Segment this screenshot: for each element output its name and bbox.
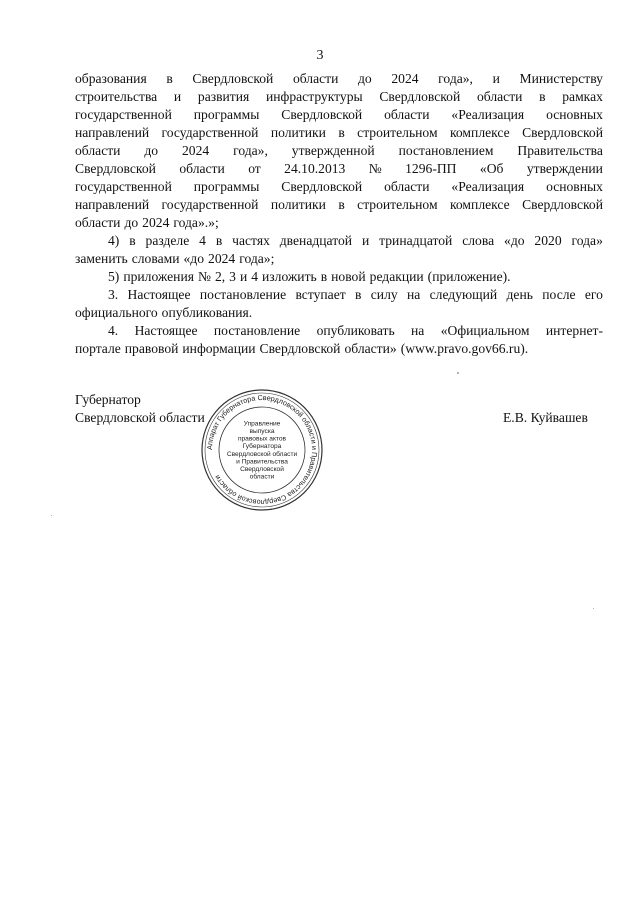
body-word: программы — [193, 107, 260, 122]
body-word: года», — [233, 143, 268, 158]
body-word: опубликовать — [316, 323, 395, 338]
body-word: Настоящее — [127, 287, 191, 302]
body-word: области — [384, 179, 430, 194]
seal-center-line: Губернатора — [242, 443, 282, 451]
seal-center-line: Свердловской области — [226, 450, 298, 458]
body-line — [75, 322, 603, 340]
body-word: Свердловской — [522, 125, 603, 140]
body-word: года»; — [239, 251, 275, 266]
body-word: в — [539, 89, 546, 104]
body-word: Правительства — [517, 143, 603, 158]
document-body — [75, 70, 603, 358]
body-word: образования — [75, 71, 147, 86]
body-word: в — [338, 197, 345, 212]
body-word: утверждении — [526, 161, 603, 176]
body-word: Свердловской — [281, 107, 363, 122]
body-word: приложения — [123, 269, 194, 284]
page-number: 3 — [316, 48, 324, 63]
body-word: постановление — [213, 323, 301, 338]
body-word: Свердловской — [259, 341, 341, 356]
body-word: (приложение). — [427, 269, 511, 284]
body-word: заменить — [75, 251, 128, 266]
body-line — [75, 286, 603, 304]
body-word: 1296-ПП — [405, 161, 457, 176]
body-word: утвержденной — [291, 143, 375, 158]
body-word: новой — [331, 269, 366, 284]
body-word: Настоящее — [134, 323, 198, 338]
body-line — [75, 160, 603, 178]
body-word: рамках — [562, 89, 603, 104]
body-word: и — [492, 71, 500, 86]
body-line — [75, 124, 603, 142]
body-word: комплексе — [449, 197, 510, 212]
body-word: следующий — [429, 287, 498, 302]
body-word: на — [411, 323, 425, 338]
body-word: Свердловской — [379, 89, 461, 104]
body-word: и — [239, 269, 248, 284]
body-line — [75, 142, 603, 160]
body-word: вступает — [295, 287, 346, 302]
body-word: и — [361, 233, 370, 248]
signature-title-line2: Свердловской области — [75, 410, 205, 425]
body-word: направлений — [75, 197, 150, 212]
body-word: «Реализация — [451, 179, 525, 194]
body-word: 4. — [108, 323, 119, 338]
body-word: 4 — [251, 269, 259, 284]
body-word: 5) — [108, 269, 120, 284]
body-word: официального — [75, 305, 158, 320]
body-word: до — [124, 215, 139, 230]
body-word: изложить — [262, 269, 317, 284]
body-line — [75, 214, 603, 232]
body-line — [75, 232, 603, 250]
body-word: политики — [270, 125, 326, 140]
body-word: слова — [462, 233, 495, 248]
body-word: 4 — [199, 233, 206, 248]
seal-center-line: Свердловской — [240, 466, 284, 473]
body-word: № — [368, 161, 382, 176]
body-word: строительном — [357, 125, 438, 140]
body-word: в — [338, 125, 345, 140]
body-word: портале — [75, 341, 121, 356]
body-word: 4) — [108, 233, 120, 248]
body-word: в — [215, 233, 223, 248]
body-line — [75, 196, 603, 214]
seal-center-text — [227, 420, 298, 480]
signature-title — [75, 391, 205, 427]
body-word: 2024 — [142, 215, 170, 230]
body-word: тринадцатой — [379, 233, 453, 248]
body-word: словами — [131, 251, 180, 266]
body-word: «Реализация — [451, 107, 525, 122]
body-word: 3. — [108, 287, 119, 302]
body-word: инфраструктуры — [265, 89, 363, 104]
body-word: в — [355, 287, 362, 302]
body-word: строительства — [75, 89, 158, 104]
body-word: 2024 — [181, 143, 210, 158]
body-word: 2, — [214, 269, 226, 284]
body-word: строительном — [357, 197, 438, 212]
body-word: комплексе — [449, 125, 510, 140]
scan-speck — [593, 608, 594, 609]
body-word: государственной — [75, 179, 172, 194]
signature-title-line1: Губернатор — [75, 392, 141, 407]
body-word: от — [248, 161, 261, 176]
seal-center-line: области — [249, 473, 275, 481]
body-line — [75, 70, 603, 88]
body-word: года» — [571, 233, 603, 248]
body-word: области — [75, 215, 121, 230]
body-word: основных — [546, 107, 603, 122]
body-line — [75, 268, 603, 286]
body-word: основных — [546, 179, 603, 194]
body-word: (www.pravo.gov66.ru). — [400, 341, 529, 356]
body-word: Свердловской — [75, 161, 156, 176]
body-word: двенадцатой — [279, 233, 353, 248]
body-word: в — [129, 233, 136, 248]
seal-center-line: и Правительства — [236, 458, 288, 466]
seal-center-line: выпуска — [249, 428, 275, 435]
body-line — [75, 88, 603, 106]
body-word: редакции — [369, 269, 424, 284]
body-word: Свердловской — [522, 197, 603, 212]
body-word: направлений — [75, 125, 150, 140]
body-line — [75, 178, 603, 196]
body-word: 2020 — [534, 233, 562, 248]
body-word: и — [173, 89, 182, 104]
body-word: Свердловской — [281, 179, 363, 194]
body-word: «Официальном — [440, 323, 530, 338]
body-word: «до — [504, 233, 525, 248]
body-word: 2024 — [208, 251, 236, 266]
body-word: постановление — [199, 287, 287, 302]
body-word: области — [476, 89, 523, 104]
body-word: Министерству — [519, 71, 603, 86]
body-word: области — [292, 71, 339, 86]
body-word: опубликования. — [161, 305, 253, 320]
body-word: области» — [344, 341, 397, 356]
body-word: интернет- — [545, 323, 603, 338]
body-line — [75, 106, 603, 124]
body-word: его — [584, 287, 603, 302]
body-word: в — [166, 71, 173, 86]
seal-center-line: правовых актов — [237, 435, 287, 443]
body-word: на — [406, 287, 421, 302]
scan-speck — [51, 515, 52, 516]
body-word: 2024 — [391, 71, 419, 86]
body-word: частях — [232, 233, 270, 248]
scan-speck — [457, 372, 459, 374]
body-word: разделе — [145, 233, 190, 248]
body-line — [75, 340, 603, 358]
body-word: «Об — [479, 161, 504, 176]
body-word: правовой — [124, 341, 179, 356]
body-word: года».»; — [173, 215, 219, 230]
body-word: области — [179, 161, 225, 176]
seal-ring-text: Аппарат Губернатора Свердловской области и Правительства Свердловской области — [204, 392, 320, 508]
body-word: № — [197, 269, 211, 284]
body-word: до — [144, 143, 159, 158]
signature-name: Е.В. Куйвашев — [503, 410, 588, 425]
body-word: политики — [270, 197, 326, 212]
body-word: области — [75, 143, 121, 158]
body-word: после — [542, 287, 576, 302]
body-word: государственной — [161, 197, 259, 212]
body-word: Свердловской — [192, 71, 274, 86]
body-word: «до — [183, 251, 205, 266]
official-seal — [200, 388, 324, 512]
body-word: области — [384, 107, 430, 122]
body-line — [75, 250, 603, 268]
body-word: программы — [193, 179, 260, 194]
body-word: развития — [197, 89, 250, 104]
body-word: постановлением — [398, 143, 494, 158]
body-word: 24.10.2013 — [284, 161, 346, 176]
body-word: государственной — [75, 107, 172, 122]
body-word: государственной — [161, 125, 259, 140]
body-word: года», — [438, 71, 473, 86]
body-word: день — [506, 287, 533, 302]
body-word: в — [320, 269, 328, 284]
body-word: силу — [370, 287, 398, 302]
body-word: информации — [182, 341, 256, 356]
body-word: до — [358, 71, 372, 86]
seal-center-line: Управление — [243, 420, 281, 428]
body-line — [75, 304, 603, 322]
body-word: 3 — [229, 269, 236, 284]
